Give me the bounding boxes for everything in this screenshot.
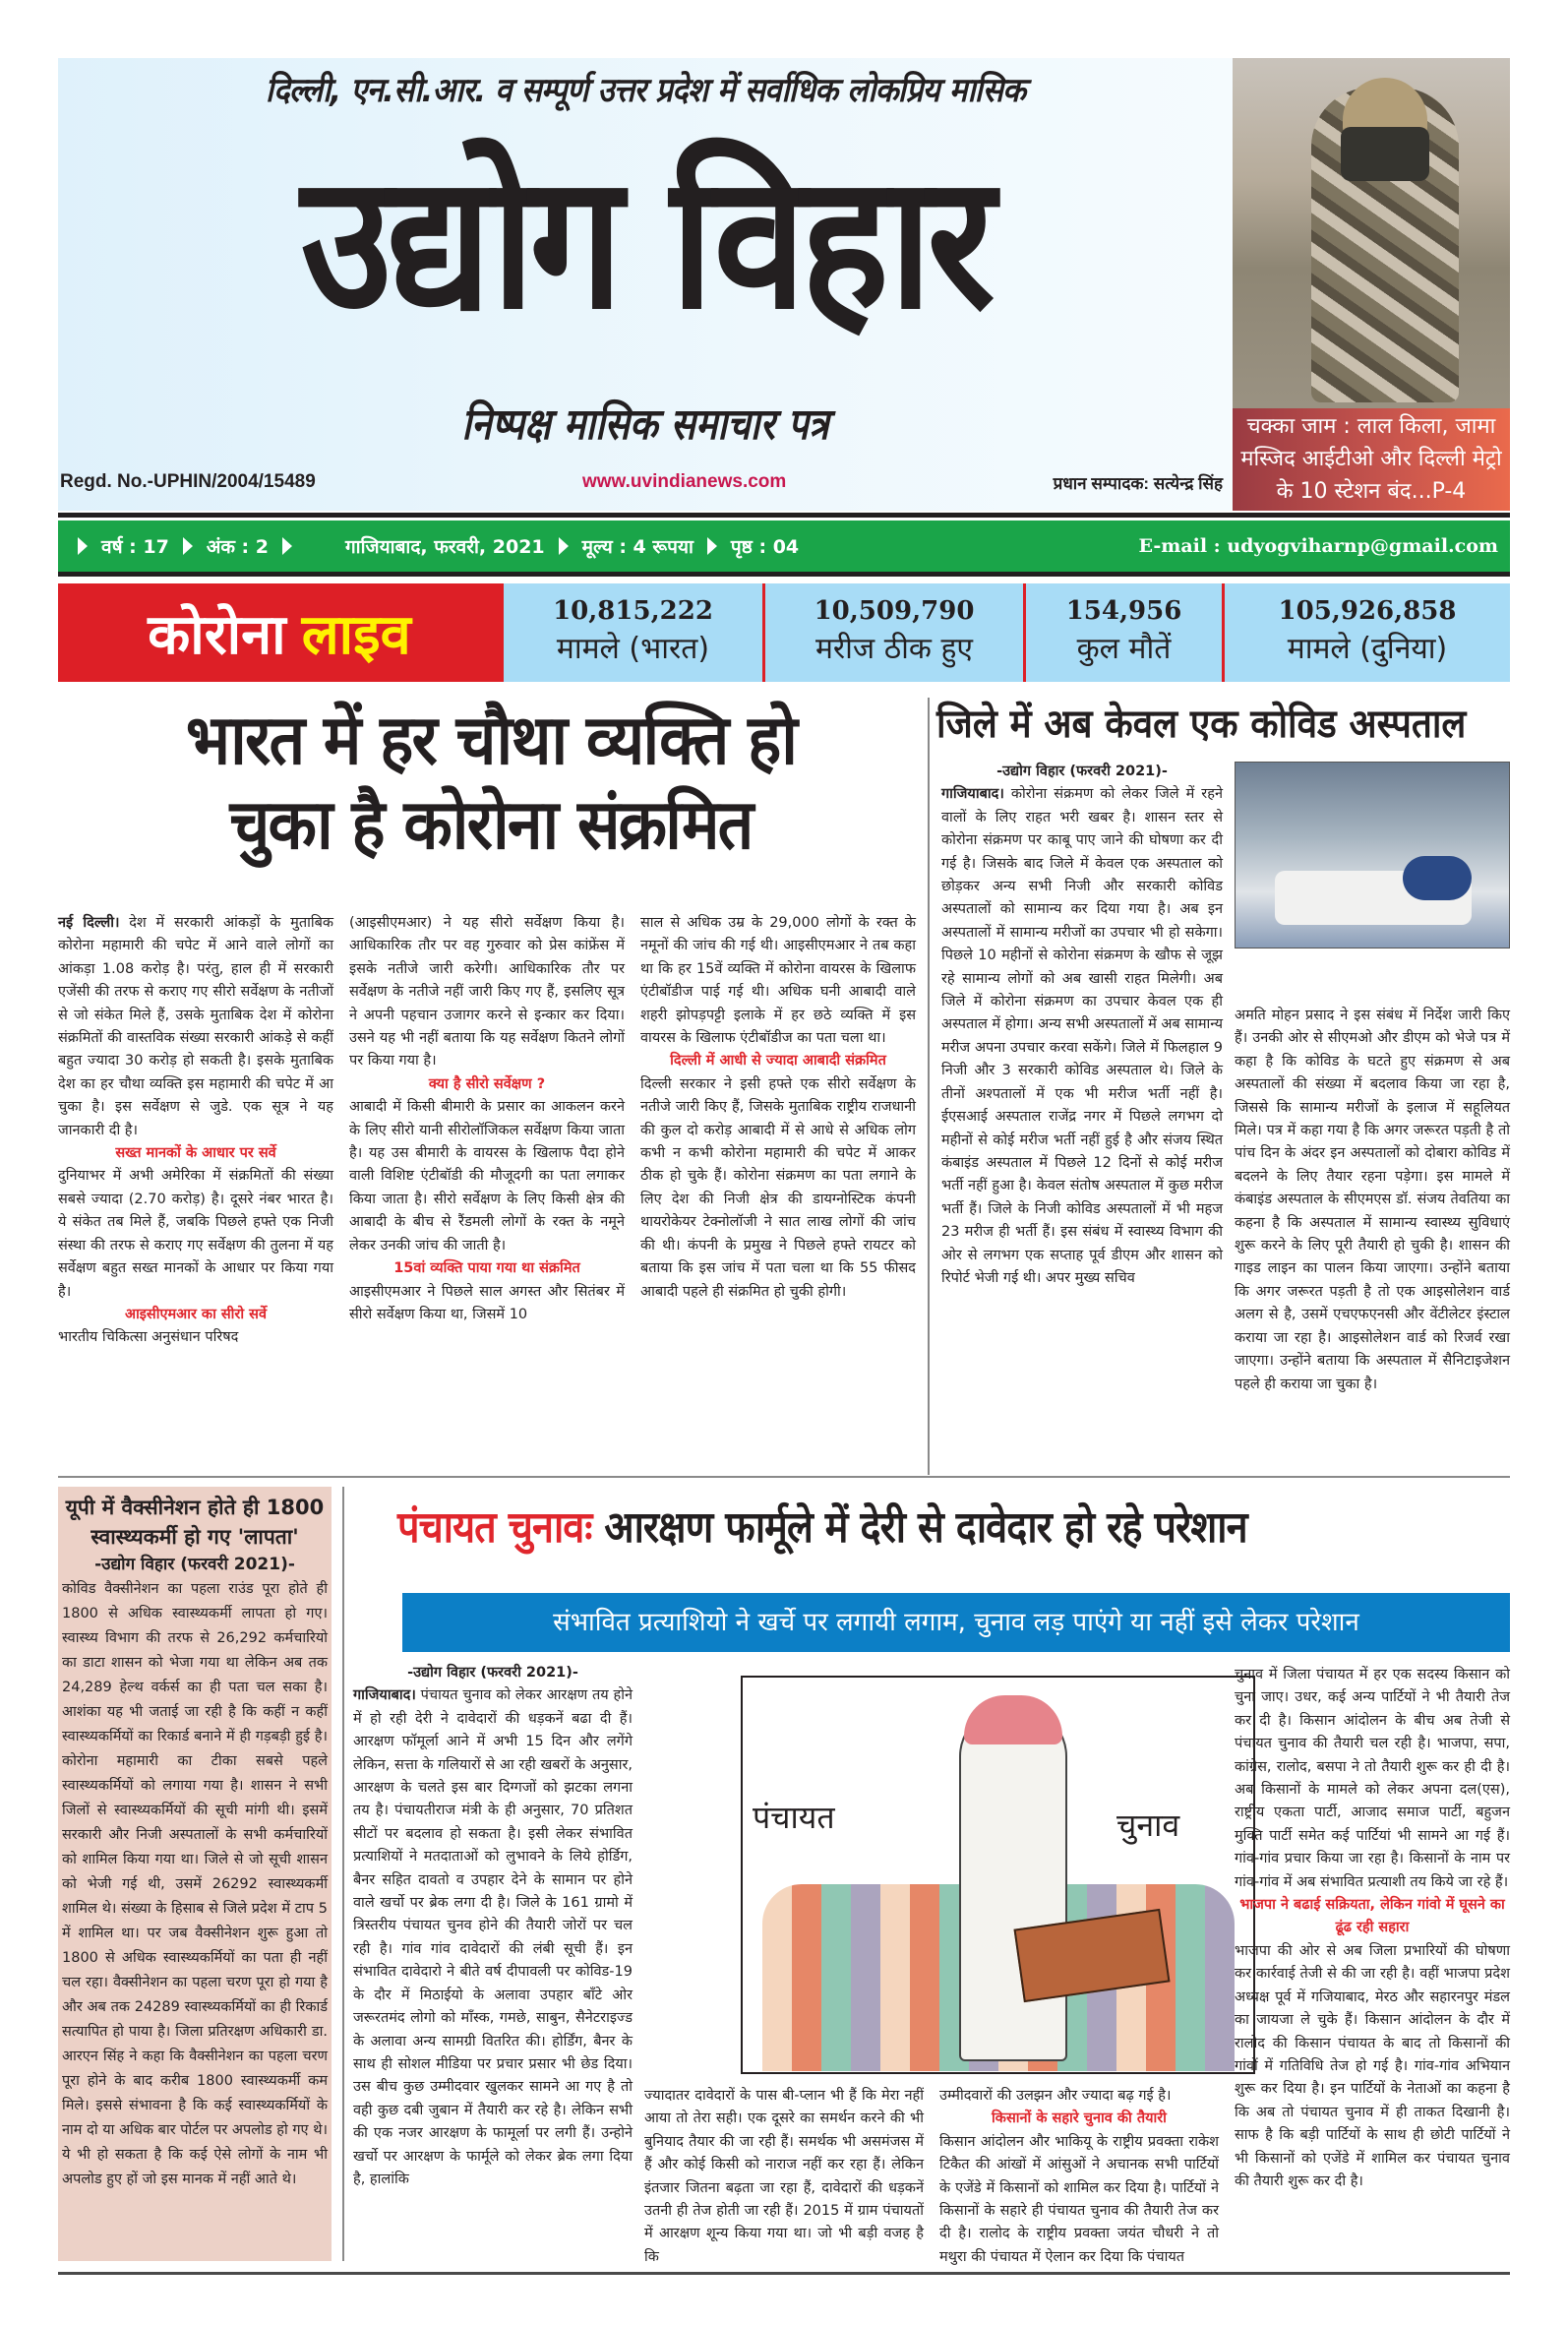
dateline-place: गाजियाबाद। (941, 786, 1004, 803)
stat-caption: मामले (भारत) (556, 632, 710, 666)
dateline-place: गाजियाबाद। (353, 1687, 416, 1704)
hospital-column-1 (941, 761, 1223, 1290)
dateline: -उद्योग विहार (फरवरी 2021)- (996, 764, 1168, 779)
info-strip (58, 520, 1510, 572)
stat-deaths (1023, 583, 1222, 682)
photo-caption: चक्का जाम : लाल किला, जामा मस्जिद आईटीओ और दिल्ली मेट्रो के 10 स्टेशन बंद...P-4 (1233, 408, 1510, 511)
subheading: क्या है सीरो सर्वेक्षण ? (428, 1075, 546, 1092)
photo-mask (1341, 127, 1429, 181)
price: मूल्य : 4 रूपया (581, 536, 694, 558)
subheading: किसानों के सहारे चुनाव की तैयारी (992, 2111, 1167, 2127)
hospital-column-2 (1235, 1005, 1510, 1396)
paragraph: ज्यादातर दावेदारों के पास बी-प्लान भी हैं कि मेरा नहीं आया तो तेरा सही। (644, 2088, 924, 2127)
paragraph: (आइसीएमआर) ने यह सीरो सर्वेक्षण किया है। आधिकारिक तौर पर वह गुरुवार को प्रेस कांफ्रेंस में इसके नतीजे जारी करेगी। आधिकारिक तौर पर सर्वेक्षण के नतीजे नहीं जारी किए गए हैं, इसलिए सूत्र ने अपनी पहचान उजागर करने से इन्कार कर दिया। उसने यह भी नहीं बताया कि यह सर्वेक्षण कितने लोगों पर किया गया है। (349, 915, 625, 1070)
arrow-icon (282, 537, 292, 555)
issue-number: अंक : 2 (206, 536, 269, 558)
hospital-photo (1235, 762, 1510, 948)
cartoon-man (959, 1707, 1067, 2061)
headline-line: चुका है कोरोना संक्रमित (229, 784, 753, 865)
stat-caption: मरीज ठीक हुए (814, 632, 974, 666)
panchayat-column-3 (939, 2085, 1219, 2269)
stat-caption: मामले (दुनिया) (1287, 632, 1448, 666)
paragraph: चुनाव में जिला पंचायत में हर एक सदस्य किसान को चुना जाए। उधर, कई अन्य पार्टियों ने भी तैयारी तेज कर दी है। किसान आंदोलन के बीच अब तेजी से पंचायत चुनाव की तैयारी चल रही है। भाजपा, सपा, कांग्रेस, रालोद, बसपा ने तो तैयारी शुरू कर ही दी है। अब किसानों के मामले को लेकर अपना दल(एस), राष्ट्रीय एकता पार्टी, आजाद समाज पार्टी, बहुजन मुक्ति पार्टी समेत कई पार्टियां भी सामने आ गई हैं। गांव-गांव प्रचार किया जा रहा है। किसानों के नाम पर गांव-गांव में अब संभावित प्रत्याशी तय किये जा रहे हैं। (1235, 1667, 1510, 1890)
lead-column-2 (349, 912, 625, 1326)
registration-number: Regd. No.-UPHIN/2004/15489 (60, 471, 316, 492)
stat-value: 105,926,858 (1278, 596, 1457, 626)
stat-value: 10,815,222 (553, 596, 713, 626)
headline-line: भारत में हर चौथा व्यक्ति हो (185, 700, 797, 780)
vaccination-story (58, 1487, 332, 2261)
panchayat-column-2 (644, 2085, 924, 2269)
chief-editor: प्रधान सम्पादक: सत्येन्द्र सिंह (1053, 474, 1223, 493)
paragraph: भाजपा की ओर से अब जिला प्रभारियों की घोषणा कर कार्रवाई तेजी से की जा रही है। वहीं भाजपा प्रदेश अध्यक्ष पूर्व में गजियाबाद, मेरठ और सहारनपुर मंडल का जायजा ले चुके हैं। किसान आंदोलन के दौर में रालोद की किसान पंचायत के बाद तो किसानों की गांवों में गतिविधि तेज हो गई है। गांव-गांव अभियान शुरू कर दिया है। इन पार्टियों के नेताओं का कहना है कि अब तो पंचायत चुनाव में ही ताकत दिखानी है। साफ है कि बड़ी पार्टियों के साथ ही छोटी पार्टियों ने भी किसानों को एजेंडे में शामिल कर पंचायत चुनाव की तैयारी शुरू कर दी है। (1235, 1942, 1510, 2189)
website-link[interactable]: www.uvindianews.com (582, 471, 787, 492)
stat-cases-india (501, 583, 762, 682)
paragraph: कोरोना संक्रमण को लेकर जिले में रहने वालों के लिए राहत भरी खबर है। शासन स्तर से कोरोना संक्रमण पर काबू पाए जाने की घोषणा कर दी गई है। जिसके बाद जिले में केवल एक अस्पताल को छोड़कर अन्य सभी निजी और सरकारी कोविड अस्पतालों को सामान्य कर दिया गया है। अब इन अस्पतालों में सामान्य मरीजों का उपचार भी हो सकेगा। पिछले 10 महीनों से कोरोना संक्रमण के खौफ से जूझ रहे सामान्य लोगों को अब खासी राहत मिलेगी। अब जिले में कोरोना संक्रमण का उपचार केवल एक ही अस्पताल में होगा। अन्य सभी अस्पतालों में अब सामान्य मरीज अपना उपचार करवा सकेंगे। (941, 786, 1223, 1056)
headline-black: आरक्षण फार्मूले में देरी से दावेदार हो रहे परेशान (604, 1502, 1247, 1553)
page-count: पृष्ठ : 04 (730, 536, 800, 558)
paragraph: पंचायत चुनाव को लेकर आरक्षण तय होने में हो रही देरी ने दावेदारों की धड़कनें बढा दी हैं। आरक्षण फॉमूर्ला आने में अभी 15 दिन और लगेंगे लेकिन, सत्ता के गलियारों से आ रही खबरों के अनुसार, आरक्षण के चलते इस बार दिग्गजों को झटका लगना तय है। पंचायतीराज मंत्री के ही अनुसार, 70 प्रतिशत सीटों पर बदलाव हो सकता है। इसी लेकर संभावित प्रत्याशियों ने मतदाताओं को लुभावने के लिये होर्डिग, बैनर सहित दावतो व उपहार देने के सामान पर होने वाले खर्चो पर ब्रेक लगा दी है। जिले के 161 ग्रामो में त्रिस्तरीय पंचायत चुनव होने की तैयारी जोरों पर चल रही है। गांव गांव दावेदारों की लंबी सूची हैं। (353, 1687, 633, 1957)
paragraph: किसान आंदोलन और भाकियू के राष्ट्रीय प्रवक्ता राकेश टिकैत की आंखों में आंसुओं ने अचानक सभी पार्टियों के एजेंडे में किसानों को शामिल कर दिया है। पार्टियों ने किसानों के सहारे ही पंचायत चुनाव की तैयारी तेज कर दी है। रालोद के राष्ट्रीय प्रवक्ता जयंत चौधरी ने तो मथुरा की पंचायत में ऐलान कर दिया कि पंचायत (939, 2133, 1219, 2265)
hospital-headline: जिले में अब केवल एक कोविड अस्पताल (936, 702, 1467, 747)
volume-year: वर्ष : 17 (101, 536, 169, 558)
subheading: 15वां व्यक्ति पाया गया था संक्रमित (393, 1260, 580, 1277)
email-address[interactable]: E-mail : udyogviharnp@gmail.com (1138, 535, 1498, 557)
arrow-icon (183, 537, 193, 555)
corona-label-text: कोरोना (148, 603, 286, 667)
paragraph: उम्मीदवारों की उलझन और ज्यादा बढ़ गई है। (939, 2088, 1172, 2104)
paper-name: उद्योग विहार (300, 135, 991, 350)
live-label-text: लाइव (301, 603, 411, 667)
paragraph: भारतीय चिकित्सा अनुसंधान परिषद (58, 1329, 239, 1346)
paragraph: दिल्ली सरकार ने इसी हफ्ते एक सीरो सर्वेक्षण के नतीजे जारी किए हैं, जिसके मुताबिक राष्ट्रीय राजधानी की कुल दो करोड़ आबादी में से आधे से अधिक लोग कभी न कभी कोरोना महामारी की चपेट में आकर ठीक हो चुके हैं। कोरोना संक्रमण का पता लगाने के लिए देश की निजी क्षेत्र की डायग्नोस्टिक कंपनी थायरोकेयर टेक्नोलॉजी ने सात लाख लोगों की जांच की थी। कंपनी के प्रमुख ने पिछले हफ्ते रायटर को बताया कि इस जांच में पता चला था कि 55 फीसद आबादी पहले ही संक्रमित हो चुकी होगी। (640, 1075, 916, 1300)
stat-value: 154,956 (1065, 596, 1182, 626)
stat-value: 10,509,790 (814, 596, 975, 626)
masthead (58, 58, 1233, 511)
lead-column-3 (640, 912, 916, 1304)
paragraph: इन संभावित दावेदारो ने बीते वर्ष दीपावली पर कोविड-19 के दौर में मिठाईयो के अलावा उपहार बाँटे ओर जरूरतमंद लोगो को माँस्क, गमछे, साबुन, सैनेटराइज्ड के अलावा अन्य सामग्री वितरित की। होर्डिंग, बैनर के साथ ही सोशल मीडिया पर प्रचार प्रसार भी छेड दिया। उस बीच कुछ उम्मीदवार खुलकर सामने आ गए है तो वही कुछ दबी जुबान में तैयारी कर रहे है। लेकिन सभी की एक नजर आरक्षण के फामूर्ला पर लगी हैं। उन्होने खर्चो पर आरक्षण के फार्मूले को लेकर ब्रेक लगा दिया है, हालांकि (353, 1940, 633, 2187)
corona-live-ticker (58, 583, 1510, 682)
tagline: दिल्ली, एन.सी.आर. व सम्पूर्ण उत्तर प्रदेश में सर्वाधिक लोकप्रिय मासिक (265, 71, 1026, 110)
column-divider (928, 698, 930, 1475)
cartoon-label-right: चुनाव (1116, 1806, 1180, 1844)
divider (58, 513, 1510, 518)
place-date: गाजियाबाद, फरवरी, 2021 (344, 536, 545, 558)
subheading: सख्त मानकों के आधार पर सर्वे (115, 1145, 276, 1162)
divider (58, 572, 1510, 577)
stat-cases-world (1222, 583, 1510, 682)
vaccination-body: कोविड वैक्सीनेशन का पहला राउंड पूरा होते ही 1800 से अधिक स्वास्थ्यकर्मी लापता हो गए। स्वास्थ्य विभाग की तरफ से 26,292 कर्मचारियो का डाटा शासन को भेजा गया था लेकिन अब तक 24,289 हेल्थ वर्कर्स का ही पता चल सका है। आशंका यह भी जताई जा रही है कि कहीं न कहीं स्वास्थ्यकर्मियों का रिकार्ड बनाने में ही गड़बड़ी हुई है। कोरोना महामारी का टीका सबसे पहले स्वास्थ्यकर्मियों को लगाया गया है। शासन ने सभी जिलों से स्वास्थ्यकर्मियों की सूची मांगी थी। इसमें सरकारी और निजी अस्पतालों के सभी कर्मचारियों को शामिल किया गया था। जिले से जो सूची शासन को भेजी गई थी, उसमें 26292 स्वास्थ्यकर्मी शामिल थे। संख्या के हिसाब से जिले प्रदेश में टाप 5 में शामिल था। पर जब वैक्सीनेशन शुरू हुआ तो 1800 से अधिक स्वास्थ्यकर्मियों का पता ही नहीं चल रहा। वैक्सीनेशन का पहला चरण पूरा हो गया है और अब तक 24289 स्वास्थ्यकर्मियों का ही रिकार्ड सत्यापित हो पाया है। जिला प्रतिरक्षण अधिकारी डा. आरएन सिंह ने कहा कि वैक्सीनेशन का पहला चरण पूरा होने के बाद करीब 1800 स्वास्थ्यकर्मी कम मिले। इससे संभावना है कि कई स्वास्थ्यकर्मियों के नाम दो या अधिक बार पोर्टल पर अपलोड हो गए थे। ये भी हो सकता है कि कई ऐसे लोगों के नाम भी अपलोड हुए हों जो इस मानक में नहीं आते थे। (62, 1581, 328, 2187)
arrow-icon (707, 537, 717, 555)
newspaper-page (58, 58, 1510, 2295)
paragraph: देश में सरकारी आंकड़ों के मुताबिक कोरोना महामारी की चपेट में आने वाले लोगों का आंकड़ा 1.08 करोड़ है। परंतु, हाल ही में सरकारी एजेंसी की तरफ से कराए गए सीरो सर्वेक्षण के नतीजों से जो संकेत मिले हैं, उसके मुताबिक देश में कोरोना संक्रमितों की वास्तविक संख्या सरकारी आंकड़े से कहीं बहुत ज्यादा 30 करोड़ हो सकती है। इसके मुताबिक देश का हर चौथा व्यक्ति इस महामारी की चपेट में आ चुका है। इस सर्वेक्षण से जुडे. एक सूत्र ने यह जानकारी दी है। (58, 915, 334, 1138)
dateline: -उद्योग विहार (फरवरी 2021)- (407, 1665, 578, 1681)
panchayat-banner: संभावित प्रत्याशियो ने खर्चे पर लगायी लगाम, चुनाव लड़ पाएंगे या नहीं इसे लेकर परेशान (402, 1593, 1510, 1652)
stat-caption: कुल मौतें (1076, 632, 1172, 666)
panchayat-cartoon (741, 1676, 1255, 2074)
column-divider (342, 1487, 344, 2261)
vaccination-headline: यूपी में वैक्सीनेशन होते ही 1800 स्वास्थ्यकर्मी हो गए 'लापता' (65, 1496, 325, 1549)
panchayat-headline (397, 1491, 1399, 1565)
divider (58, 1476, 1510, 1478)
cartoon-label-left: पंचायत (753, 1799, 835, 1836)
soldier-photo (1233, 58, 1510, 408)
subheading: दिल्ली में आधी से ज्यादा आबादी संक्रमित (670, 1053, 886, 1070)
paragraph: दुनियाभर में अभी अमेरिका में संक्रमितों की संख्या सबसे ज्यादा (2.70 करोड़) है। दूसरे नंबर भारत है। ये संकेत तब मिले हैं, जबकि पिछले हफ्ते एक निजी संस्था की तरफ से कराए गए सर्वेक्षण की तुलना में यह सर्वेक्षण बहुत सख्त मानकों के आधार पर किया गया है। (58, 1168, 333, 1300)
paragraph: आइसीएमआर ने पिछले साल अगस्त और सितंबर में सीरो सर्वेक्षण किया था, जिसमें 10 (349, 1283, 625, 1322)
cartoon-turban (964, 1695, 1062, 1744)
stat-recovered (762, 583, 1023, 682)
lead-column-1 (58, 912, 333, 1350)
lead-headline (92, 698, 889, 867)
corona-live-label (58, 583, 501, 682)
headline-red: पंचायत चुनावः (397, 1502, 592, 1553)
subheading: भाजपा ने बढाई सक्रियता, लेकिन गांवो में घूसने का ढूंढ रही सहारा (1239, 1897, 1505, 1936)
paragraph: साल से अधिक उम्र के 29,000 लोगों के रक्त के नमूनों की जांच की गई थी। आइसीएमआर ने तब कहा था कि हर 15वें व्यक्ति में कोरोना वायरस के खिलाफ एंटीबॉडीज पाई गई थी। अधिक घनी आबादी वाले शहरी झोपड़पट्टी इलाके में हर छठे व्यक्ति में इस वायरस के खिलाफ एंटीबॉडीज का पता चला था। (640, 915, 916, 1047)
subheading: आइसीएमआर का सीरो सर्वे (124, 1306, 268, 1322)
paragraph: जिले में फिलहाल 9 निजी और 3 सरकारी कोविड अस्पताल थे। जिले के तीनों अश्पतालों में एक भी मरीज भर्ती नहीं है। ईएसआई अस्पताल राजेंद्र नगर में पिछले लगभग दो महीनों से कोई मरीज भर्ती नहीं हुई है और संजय स्थित कंबाइंड अस्पताल में पिछले 12 दिनों से कोई मरीज भर्ती नहीं हुआ है। केवल संतोष अस्पताल में कुछ मरीज भर्ती हैं। जिले के निजी कोविड अस्पतालों में भी महज 23 मरीज ही भर्ती हैं। इस संबंध में स्वास्थ्य विभाग की ओर से लगभग एक सप्ताह पूर्व डीएम और शासन को रिपोर्ट भेजी गई थी। अपर मुख्य सचिव (941, 1039, 1224, 1286)
panchayat-column-4 (1235, 1664, 1510, 2193)
paper-subtitle: निष्पक्ष मासिक समाचार पत्र (461, 399, 829, 450)
paragraph: आबादी में किसी बीमारी के प्रसार का आकलन करने के लिए सीरो यानी सीरोलॉजिकल सर्वेक्षण किया जाता है। यह उस बीमारी के वायरस के खिलाफ पैदा होने वाली विशिष्ट एंटीबॉडी की मौजूदगी का पता लगाकर किया जाता है। सीरो सर्वेक्षण के लिए किसी क्षेत्र की आबादी के बीच से रैंडमली लोगों के रक्त के नमूने लेकर उनकी जांच की जाती है। (349, 1099, 625, 1254)
bottom-divider (58, 2272, 1510, 2275)
arrow-icon (559, 537, 569, 555)
panchayat-column-1 (353, 1662, 633, 2191)
paragraph: एक दूसरे का समर्थन करने की भी बुनियाद तैयार की जा रही हैं। समर्थक भी असमंजस में हैं और कोई किसी को नाराज नहीं कर रहा हैं। लेकिन इंतजार जितना बढ़ता जा रहा हैं, दावेदारों की धड़कनें उतनी ही तेज होती जा रही हैं। 2015 में ग्राम पंचायतों में आरक्षण शून्य किया गया था। जो भी बड़ी वजह है कि (644, 2111, 925, 2265)
paragraph: अमति मोहन प्रसाद ने इस संबंध में निर्देश जारी किए हैं। उनकी ओर से सीएमओ और डीएम को भेजे पत्र में कहा है कि कोविड के घटते हुए संक्रमण से अब अस्पतालों की संख्या में बदलाव किया जा रहा है, जिससे कि सामान्य मरीजों के इलाज में सहूलियत मिले। पत्र में कहा गया है कि अगर जरूरत पड़ती है तो पांच दिन के अंदर इन अस्पतालों को दोबारा कोविड में बदलने के लिए तैयार रहना पड़ेगा। इस मामले में कंबाइंड अस्पताल के सीएमएस डॉ. संजय तेवतिया का कहना है कि अस्पताल में सामान्य स्वास्थ्य सुविधाएं शुरू करने के लिए पूरी तैयारी हो चुकी है। शासन की गाइड लाइन का पालन किया जाएगा। उन्होंने बताया कि अगर जरूरत पड़ती है तो एक आइसोलेशन वार्ड अलग से है, उसमें एचएफएनसी और वेंटीलेटर इंस्टाल कराया जा रहा है। आइसोलेशन वार्ड को रिजर्व रखा जाएगा। उन्होंने बताया कि अस्पताल में सैनिटाइजेशन पहले ही कराया जा चुका है। (1235, 1008, 1510, 1392)
dateline-place: नई दिल्ली। (58, 915, 120, 931)
dateline: -उद्योग विहार (फरवरी 2021)- (94, 1555, 295, 1574)
photo-patient (1403, 856, 1472, 900)
arrow-icon (78, 537, 88, 555)
